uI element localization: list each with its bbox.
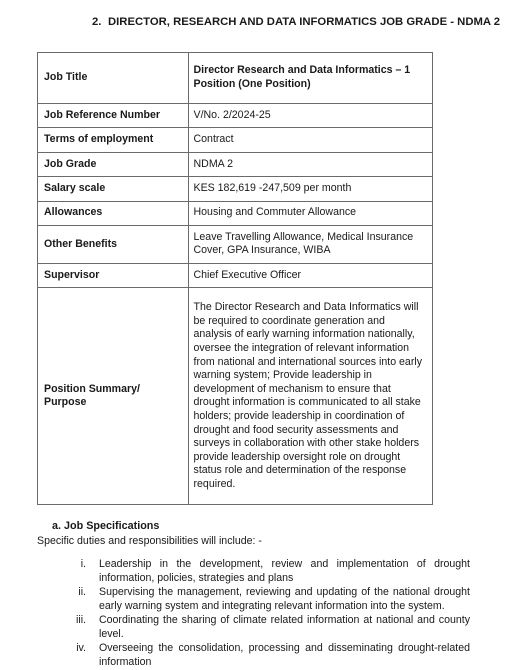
row-value: Leave Travelling Allowance, Medical Insurance Cover, GPA Insurance, WIBA bbox=[188, 225, 432, 263]
row-value: V/No. 2/2024-25 bbox=[188, 104, 432, 128]
list-item bbox=[70, 558, 470, 585]
item-text: Overseeing the consolidation, processing and disseminating drought-related information bbox=[99, 642, 470, 668]
table-row bbox=[38, 201, 433, 225]
row-value: Contract bbox=[188, 128, 432, 152]
row-label: Job Reference Number bbox=[38, 104, 189, 128]
row-value: Housing and Commuter Allowance bbox=[188, 201, 432, 225]
job-specifications-heading: a. Job Specifications bbox=[52, 520, 160, 532]
row-label: Terms of employment bbox=[38, 128, 189, 152]
list-item bbox=[70, 586, 470, 613]
table-row bbox=[38, 152, 433, 176]
item-numeral: iv. bbox=[76, 642, 86, 654]
table-row bbox=[38, 288, 433, 505]
row-label: Job Grade bbox=[38, 152, 189, 176]
table-row bbox=[38, 53, 433, 104]
row-value: The Director Research and Data Informatics will be required to coordinate generation and analysis of early warning information nationally, oversee the integration of relevant information from national and international sources into early warning system; Provide leadership in development of mechanism to ensure that drought information is communicated to all stake holders; provide leadership in coordination of drought and food security assessments and surveys in collaboration with other stake holders provide leadership oversight role on drought status role and determination of the response required. bbox=[188, 288, 432, 505]
row-label: Supervisor bbox=[38, 263, 189, 287]
row-label: Salary scale bbox=[38, 177, 189, 201]
table-row bbox=[38, 225, 433, 263]
row-value: Director Research and Data Informatics – 1 Position (One Position) bbox=[188, 53, 432, 104]
list-item bbox=[70, 642, 470, 669]
section-title: DIRECTOR, RESEARCH AND DATA INFORMATICS JOB GRADE - NDMA 2 bbox=[108, 16, 501, 28]
item-numeral: iii. bbox=[75, 614, 86, 626]
table-row bbox=[38, 104, 433, 128]
duties-intro: Specific duties and responsibilities will include: - bbox=[37, 535, 262, 547]
item-numeral: i. bbox=[80, 558, 86, 570]
row-label: Job Title bbox=[38, 53, 189, 104]
table-row bbox=[38, 263, 433, 287]
item-text: Supervising the management, reviewing and updating of the national drought early warning system and integrating relevant information into the system. bbox=[99, 586, 470, 612]
item-text: Coordinating the sharing of climate related information at national and county level. bbox=[99, 614, 470, 640]
row-value: NDMA 2 bbox=[188, 152, 432, 176]
item-numeral: ii. bbox=[78, 586, 86, 598]
item-text: Leadership in the development, review and implementation of drought information, policies, strategies and plans bbox=[99, 558, 470, 584]
row-label: Other Benefits bbox=[38, 225, 189, 263]
duties-list bbox=[70, 558, 470, 670]
row-value: KES 182,619 -247,509 per month bbox=[188, 177, 432, 201]
section-heading bbox=[92, 15, 512, 29]
list-item bbox=[70, 614, 470, 641]
row-label: Allowances bbox=[38, 201, 189, 225]
row-label: Position Summary/ Purpose bbox=[38, 288, 189, 505]
row-value: Chief Executive Officer bbox=[188, 263, 432, 287]
section-number: 2. bbox=[92, 16, 102, 28]
table-row bbox=[38, 128, 433, 152]
table-row bbox=[38, 177, 433, 201]
job-details-table bbox=[37, 52, 433, 505]
